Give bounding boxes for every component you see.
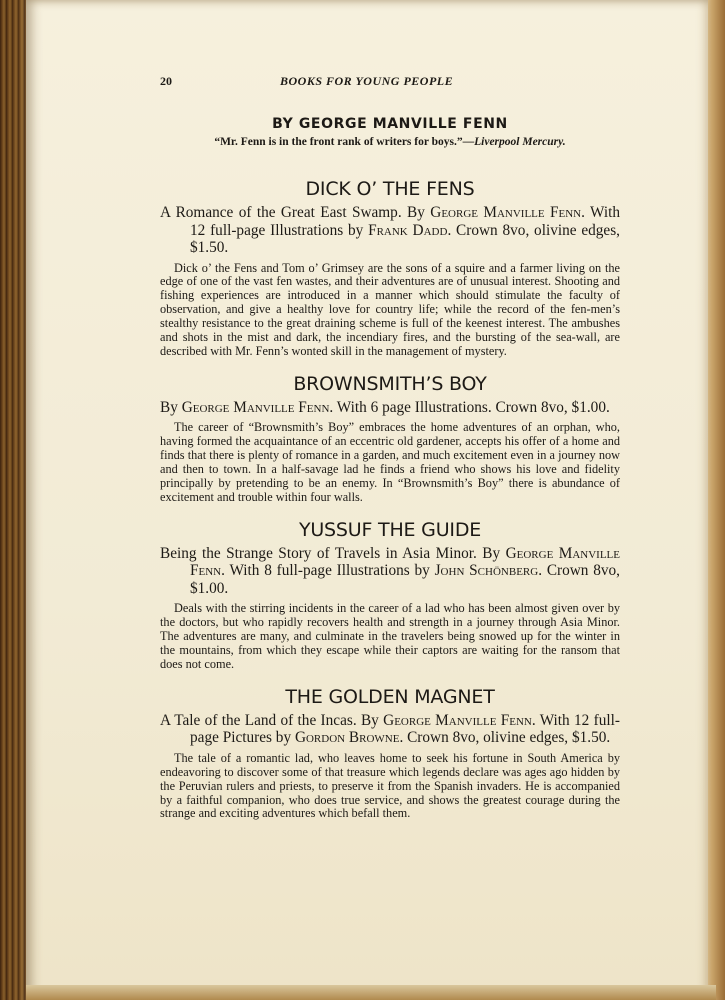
book-description [160,545,620,598]
book-blurb: The tale of a romantic lad, who leaves home to seek his fortune in South America by endeavoring to discover some of that treasure which legends declare was ages ago hidden by the Peruvian rulers and priests, to preserve it from the Spanish invaders. He is accompanied by a faithful companion, who does true service, and shows the greatest courage during the strange and exciting adventures which befall them. [160,750,620,821]
desc-text: . Crown 8vo, $1.00. [190,562,621,597]
book-author: George Manville Fenn [190,544,620,580]
page-edge [26,985,716,1000]
running-title: BOOKS FOR YOUNG PEOPLE [280,74,454,88]
desc-text: . With 12 full-page Illustrations by [190,204,620,239]
desc-text: Being the Strange Story of Travels in Asia Minor. By [160,544,506,562]
book-blurb: Deals with the stirring incidents in the career of a lad who has been almost given over by the doctors, but who rapidly recovers health and strength in a journey through Asia Minor. The adventures are many, and culminate in the travelers being snowed up for the winter in the mountains, from which they escape while their captors are waiting for the ransom that does not come. [160,601,620,671]
desc-text: . With 6 page Illustrations. Crown 8vo, $1.00. [329,398,610,416]
page-number: 20 [160,74,172,88]
book-illustrator: John Schönberg [434,562,539,580]
book-blurb: Dick o’ the Fens and Tom o’ Grimsey are the sons of a squire and a farmer living on the edge of one of the vast fen wastes, and their adventures are of unusual interest. Shooting and fishing experiences are introduced in a manner which should stimulate the faculty of observation, and give a healthy love for country life; while the record of the fen-men’s stealthy resistance to the great draining scheme is full of the keenest interest. The ambushes and shots in the mist and dark, the incendiary fires, and the bursting of the sea-wall, are described with Mr. Fenn’s wonted skill in the management of mystery. [160,260,620,358]
book-author: George Manville Fenn [430,204,582,221]
book-illustrator: Gordon Browne [294,729,400,747]
book-description [160,399,620,417]
desc-text: A Romance of the Great East Swamp. By [160,204,431,221]
author-quote [160,136,620,148]
book-title: THE GOLDEN MAGNET [285,685,495,708]
desc-text: . With 8 full-page Illustrations by [221,562,435,580]
page-content [160,74,620,821]
book-author: George Manville Fenn [181,398,330,416]
running-head [160,74,620,94]
book-binding [0,0,26,1000]
book-title: BROWNSMITH’S BOY [293,372,487,395]
book-author: George Manville Fenn [383,711,532,729]
book-description [160,712,620,747]
quote-source: Liverpool Mercury. [474,136,566,148]
author-heading: BY GEORGE MANVILLE FENN [272,116,508,132]
desc-text: By [160,398,182,416]
quote-text: “Mr. Fenn is in the front rank of writers for boys.”— [214,136,475,148]
book-title: DICK O’ THE FENS [305,178,475,200]
desc-text: . Crown 8vo, olivine edges, $1.50. [399,729,611,747]
book-title: YUSSUF THE GUIDE [298,518,482,541]
book-illustrator: Frank Dadd [368,221,448,239]
book-description [160,204,620,257]
desc-text: . With 12 full-page Pictures by [190,711,620,747]
desc-text: . Crown 8vo, olivine edges, $1.50. [190,221,620,256]
desc-text: A Tale of the Land of the Incas. By [160,711,384,729]
book-blurb: The career of “Brownsmith’s Boy” embraces the home adventures of an orphan, who, having formed the acquaintance of an eccentric old gardener, accepts his offer of a home and finds that there is plenty of romance in a garden, and much excitement even in a journey now and then to town. In a half-savage lad he finds a friend who shows his love and fidelity principally by pretending to be an enemy. In “Brownsmith’s Boy” there is abundance of excitement and trouble within four walls. [160,420,620,504]
